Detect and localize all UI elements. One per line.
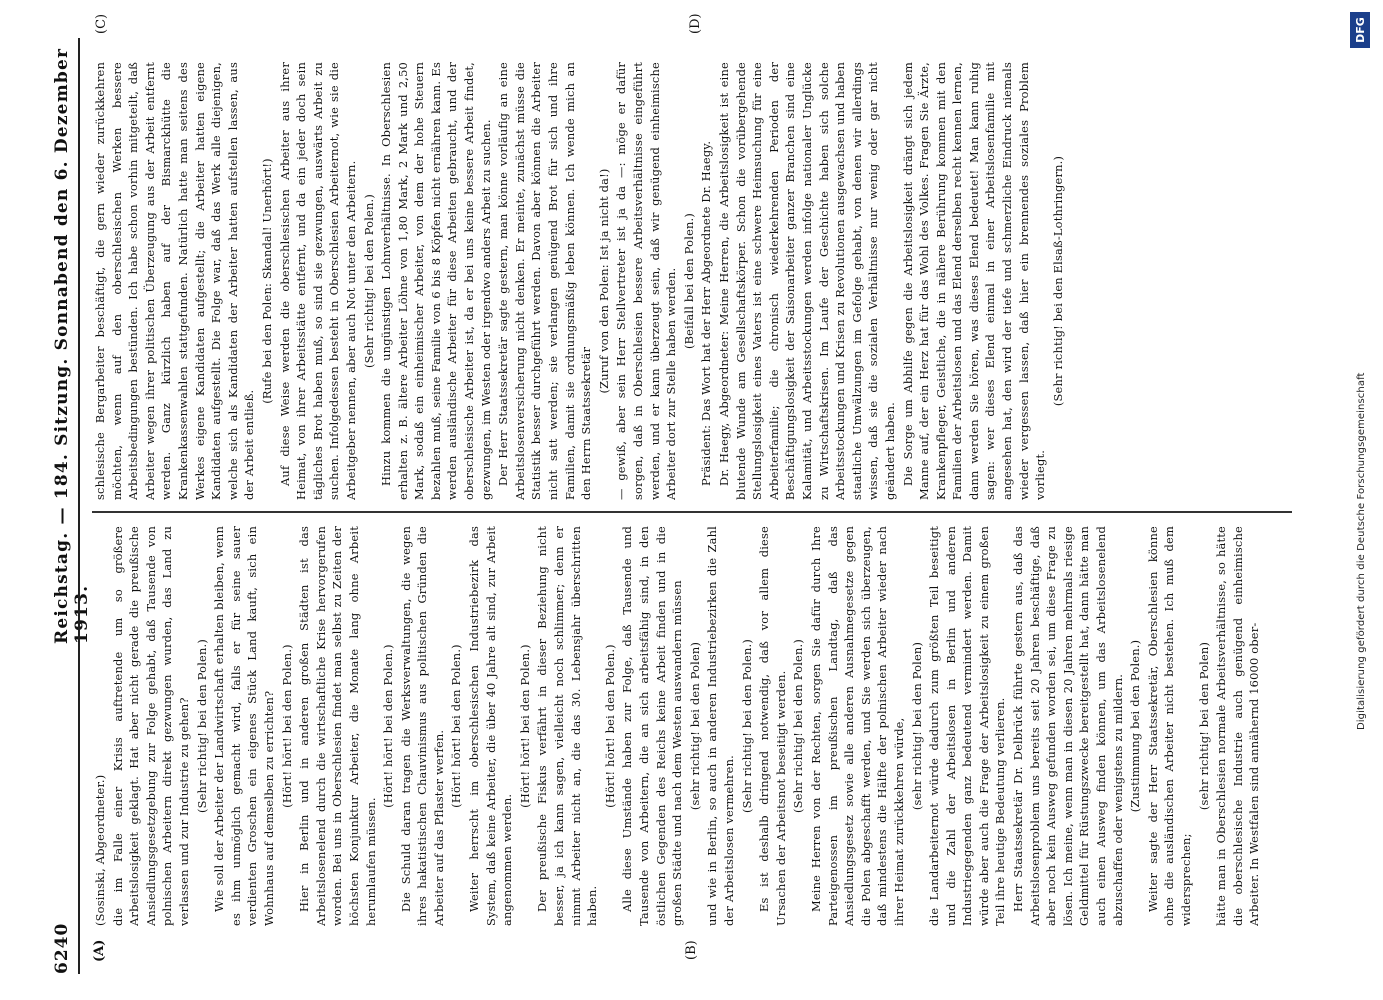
header-rule — [78, 38, 80, 974]
paragraph: Die Schuld daran tragen die Werksverwaltungen, die wegen ihres hakatistischen Chauvinismus aus politischen Gründen die Arbeiter auf das Pflaster werfen. — [398, 526, 446, 926]
paragraph: Hinzu kommen die ungünstigen Lohnverhältnisse. In Oberschlesien erhalten z. B. ältere Arbeiter Löhne von 1,80 Mark, 2 Mark und 2,50 Mark, sodaß ein einheimischer Arbeiter, von dem der hohe Steuern bezahlen muß, seine Familie von 6 bis 8 Köpfen nicht ernähren kann. Es werden ausländische Arbeiter für diese Arbeiten gebraucht, und der oberschlesische Arbeiter ist, da er bei uns keine bessere Arbeit findet, gezwungen, im Westen oder irgendwo anders Arbeit zu suchen. — [379, 62, 493, 500]
interjection: (Hört! hört! bei den Polen.) — [602, 644, 617, 808]
margin-mark-b: (B) — [684, 940, 699, 960]
paragraph: Die Sorge um Abhilfe gegen die Arbeitslosigkeit drängt sich jedem Manne auf, der ein Herz hat für das Wohl des Volkes. Fragen Sie Ärzte, Krankenpfleger, Geistliche, die in nähere Berührung kommen mit den Familien der Arbeitslosen und das Elend derselben recht kennen lernen, dann werden Sie hören, was dieses Elend bedeutet! Man kann ruhig sagen: wer dieses Elend einmal in einer Arbeitslosenfamilie mit angesehen hat, den wird der tiefe und schmerzliche Eindruck niemals wieder vergessen lassen, daß hier ein brennendes soziales Problem vorliegt. — [900, 62, 1048, 500]
paragraph: Dr. Haegy, Abgeordneter: Meine Herren, die Arbeitslosigkeit ist eine blutende Wunde am Gesellschaftskörper. Schon die vorübergehende Stellungslosigkeit eines Vaters ist eine schwere Heimsuchung für eine Arbeiterfamilie; die chronisch wiederkehrenden Perioden der Beschäftigungslosigkeit der Saisonarbeiter ganzer Branchen sind eine Kalamität, und Arbeitsstockungen werden infolge nationaler Unglücke zu Wirtschaftskrisen. Im Laufe der Geschichte haben sich solche Arbeitsstockungen und Krisen zu Revolutionen ausgewachsen und haben staatliche Umwälzungen im Gefolge gehabt, von denen wir allerdings wissen, daß sie die sozialen Verhältnisse nur wenig oder gar nicht geändert haben. — [716, 62, 897, 500]
interjection: (sehr richtig! bei den Polen) — [909, 641, 924, 811]
interjection: (sehr richtig! bei den Polen) — [1196, 641, 1211, 811]
left-text-column — [92, 526, 1292, 926]
paragraph: Präsident: Das Wort hat der Herr Abgeordnete Dr. Haegy. — [699, 140, 714, 486]
digitization-credit — [1342, 0, 1382, 1000]
paragraph: Der preußische Fiskus verfährt in dieser Beziehung nicht besser, ja ich kann sagen, vielleicht noch schlimmer; denn er nimmt Arbeiter nicht an, die das 30. Lebensjahr überschritten haben. — [535, 526, 600, 926]
margin-mark-d: (D) — [688, 13, 703, 34]
interjection: (Hört! hört! bei den Polen.) — [517, 644, 532, 808]
margin-mark-a: (A) — [92, 939, 107, 962]
interjection: (Zuruf von den Polen: Ist ja nicht da!) — [596, 168, 611, 394]
right-text-column — [92, 62, 1292, 500]
interjection: (Sehr richtig! bei den Elsaß-Lothringern.) — [1050, 155, 1065, 407]
paragraph: Alle diese Umstände haben zur Folge, daß Tausende und Tausende von Arbeitern, die an sich arbeitsfähig sind, in den östlichen Gegenden des Reichs keine Arbeit finden und in die großen Städte und nach dem Westen auswandern müssen — [620, 526, 685, 926]
paragraph: Hier in Berlin und in anderen großen Städten ist das Arbeitslosenelend durch die wirtschaftliche Krise hervorgerufen worden. Bei uns in Oberschlesien findet man selbst zu Zeiten der höchsten Konjunktur Arbeiter, die Monate lang ohne Arbeit herumlaufen müssen. — [297, 526, 378, 926]
dfg-logo-text: DFG — [1354, 17, 1367, 43]
interjection: (Sehr richtig! bei den Polen.) — [739, 638, 754, 814]
interjection: (Beifall bei den Polen.) — [681, 212, 696, 350]
paragraph: Herr Staatssekretär Dr. Delbrück führte gestern aus, daß das Arbeitslosenproblem uns bereits seit 20 Jahren beschäftige, daß aber noch kein Ausweg gefunden worden sei, um diese Frage zu lösen. Ich meine, wenn man in diesen 20 Jahren mehrmals riesige Geldmittel für Rüstungszwecke bereitgestellt hat, dann hätte man auch einen Ausweg finden können, um das Arbeitslosenelend abzuschaffen oder wenigstens zu mildern. — [1011, 526, 1125, 926]
paragraph: Wie soll der Arbeiter der Landwirtschaft erhalten bleiben, wenn es ihm unmöglich gemacht wird, falls er für seine sauer verdienten Groschen ein eigenes Stück Land kauft, sich ein Wohnhaus auf demselben zu errichten? — [212, 526, 276, 926]
page-number: 6240 — [52, 922, 72, 974]
paragraph: schlesische Bergarbeiter beschäftigt, die gern wieder zurückkehren möchten, wenn auf den oberschlesischen Werken bessere Arbeitsbedingungen bestünden. Ich habe schon vorhin mitgeteilt, daß Arbeiter wegen ihrer politischen Überzeugung aus der Arbeit entfernt werden. Ganz kürzlich haben auf der Bismarckhütte die Krankenkassenwahlen stattgefunden. Natürlich hatte man seitens des Werkes eigene Kandidaten aufgestellt; die Arbeiter hatten eigene Kandidaten aufgestellt. Die Folge war, daß das Werk alle diejenigen, welche sich als Kandidaten der Arbeiter hatten aufstellen lassen, aus der Arbeit entließ. — [93, 62, 257, 500]
interjection: (Sehr richtig! bei den Polen.) — [194, 638, 209, 814]
page-header — [48, 38, 92, 974]
paragraph: die im Falle einer Krisis auftretende um so größere Arbeitslosigkeit geklagt. Hat aber nicht gerade die preußische Ansiedlungsgesetzgebung zur Folge gehabt, daß Tausende von polnischen Arbeitern direkt gezwungen wurden, das Land zu verlassen und zur Industrie zu gehen? — [110, 526, 191, 926]
interjection: (Hört! hört! bei den Polen.) — [381, 644, 396, 808]
paragraph: — gewiß, aber sein Herr Stellvertreter ist ja da —: möge er dafür sorgen, daß in Oberschlesien bessere Arbeitsverhältnisse eingeführt werden, und er kann überzeugt sein, daß wir genügend einheimische Arbeiter dort zur Stelle haben werden. — [614, 62, 679, 500]
paragraph: Meine Herren von der Rechten, sorgen Sie dafür durch Ihre Parteigenossen im preußischen Landtag, daß das Ansiedlungsgesetz sowie alle anderen Ausnahmegesetze gegen die Polen abgeschafft werden, und Sie werden sich überzeugen, daß mindestens die Hälfte der polnischen Arbeiter wieder nach ihrer Heimat zurückkehren würde, — [808, 526, 906, 926]
paragraph: Es ist deshalb dringend notwendig, daß vor allem diese Ursachen der Arbeitsnot beseitigt werden. — [757, 526, 788, 926]
interjection: (sehr richtig! bei den Polen) — [687, 641, 702, 811]
paragraph: Weiter herrscht im oberschlesischen Industriebezirk das System, daß keine Arbeiter, die über 40 Jahre alt sind, zur Arbeit angenommen werden. — [467, 526, 515, 926]
session-title: Reichstag. — 184. Sitzung. Sonnabend den 6. Dezember 1913. — [52, 47, 92, 644]
paragraph: und wie in Berlin, so auch in anderen Industriebezirken die Zahl der Arbeitslosen vermehren. — [705, 526, 736, 926]
paragraph: hätte man in Oberschlesien normale Arbeitsverhältnisse, so hätte die oberschlesische Industrie auch genügend einheimische Arbeiter. In Westfalen sind annähernd 16000 ober- — [1214, 526, 1262, 926]
interjection: (Sehr richtig! bei den Polen.) — [791, 638, 806, 814]
paragraph: die Landarbeiternot würde dadurch zum größten Teil beseitigt und die Zahl der Arbeitslosen in Berlin und anderen Industriegegenden ganz bedeutend vermindert werden. Damit würde aber auch die Frage der Arbeitslosigkeit zu einem großen Teil ihre heutige Bedeutung verlieren. — [927, 526, 1008, 926]
paragraph: (Sosinski, Abgeordneter.) — [93, 774, 107, 926]
margin-mark-c: (C) — [94, 13, 109, 34]
paragraph: Auf diese Weise werden die oberschlesischen Arbeiter aus ihrer Heimat, von ihrer Arbeitsstätte entfernt, und da ein jeder doch sein tägliches Brot haben muß, so sind sie gezwungen, auswärts Arbeit zu suchen. Infolgedessen besteht in Oberschlesien Arbeiternot, wie sie die Arbeitgeber nennen, aber auch Not unter den Arbeitern. — [277, 62, 358, 500]
paragraph: Weiter sagte der Herr Staatssekretär, Oberschlesien könne ohne die ausländischen Arbeiter nicht bestehen. Ich muß dem widersprechen; — [1145, 526, 1193, 926]
column-divider — [92, 511, 1292, 513]
dfg-logo-icon — [1350, 12, 1370, 48]
interjection: (Hört! hört! bei den Polen.) — [449, 644, 464, 808]
paragraph: Der Herr Staatssekretär sagte gestern, man könne vorläufig an eine Arbeitslosenversicherung nicht denken. Er meinte, zunächst müsse die Statistik besser durchgeführt werden. Davon aber können die Arbeiter nicht satt werden; sie verlangen genügend Brot für sich und ihre Familien, damit sie ordnungsmäßig leben können. Ich wende mich an den Herrn Staatssekretär — [496, 62, 594, 500]
interjection: (Rufe bei den Polen: Skandal! Unerhört!) — [259, 158, 274, 404]
credit-text: Digitalisierung gefördert durch die Deutsche Forschungsgemeinschaft — [1356, 372, 1367, 730]
interjection: (Zustimmung bei den Polen.) — [1128, 639, 1143, 813]
interjection: (Hört! hört! bei den Polen.) — [279, 644, 294, 808]
interjection: (Sehr richtig! bei den Polen.) — [361, 193, 376, 369]
